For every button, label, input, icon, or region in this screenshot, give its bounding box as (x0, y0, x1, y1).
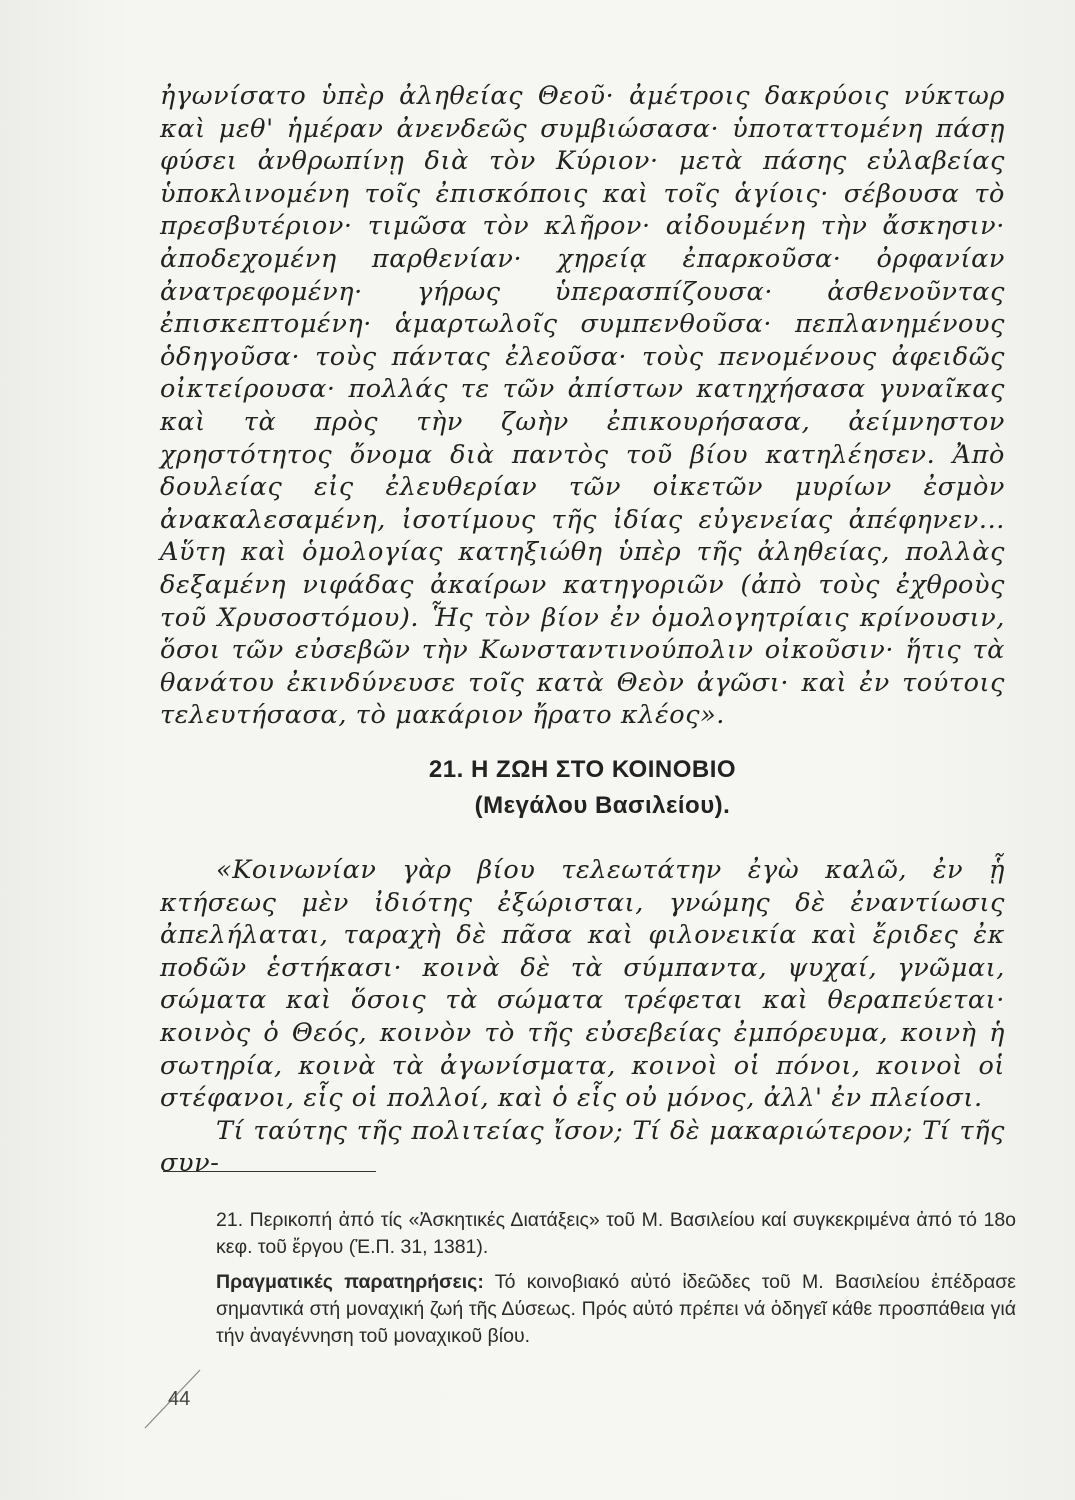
remarks-label: Πραγματικές παρατηρήσεις: (216, 1271, 484, 1293)
section-heading (160, 752, 1005, 824)
passage-top-text: ἠγωνίσατο ὑπὲρ ἀληθείας Θεοῦ· ἀμέτροις δακρύοις νύκτωρ καὶ μεθ' ἡμέραν ἀνενδεῶς συμβιώσασα· ὑποταττομένη πάσῃ φύσει ἀνθρωπίνῃ διὰ τὸν Κύριον· μετὰ πάσης εὐλαβείας ὑποκλινομένη τοῖς ἐπισκόποις καὶ τοῖς ἁγίοις· σέβουσα τὸ πρεσβυτέριον· τιμῶσα τὸν κλῆρον· αἰδουμένη τὴν ἄσκησιν· ἀποδεχομένη παρθενίαν· χηρείᾳ ἐπαρκοῦσα· ὀρφανίαν ἀνατρεφομένη· γήρως ὑπερασπίζουσα· ἀσθενοῦντας ἐπισκεπτομένη· ἁμαρτωλοῖς συμπενθοῦσα· πεπλανημένους ὁδηγοῦσα· τοὺς πάντας ἐλεοῦσα· τοὺς πενομένους ἀφειδῶς οἰκτείρουσα· πολλάς τε τῶν ἀπίστων κατηχήσασα γυναῖκας καὶ τὰ πρὸς τὴν ζωὴν ἐπικουρήσασα, ἀείμνηστον χρηστότητος ὄνομα διὰ παντὸς τοῦ βίου κατηλέησεν. Ἀπὸ δουλείας εἰς ἐλευθερίαν τῶν οἰκετῶν μυρίων ἐσμὸν ἀνακαλεσαμένη, ἰσοτίμους τῆς ἰδίας εὐγενείας ἀπέφηνεν... Αὕτη καὶ ὁμολογίας κατηξιώθη ὑπὲρ τῆς ἀληθείας, πολλὰς δεξαμένη νιφάδας ἀκαίρων κατηγοριῶν (ἀπὸ τοὺς ἐχθροὺς τοῦ Χρυσοστόμου). Ἧς τὸν βίον ἐν ὁμολογητρίαις κρίνουσιν, ὅσοι τῶν εὐσεβῶν τὴν Κωνσταντινούπολιν οἰκοῦσιν· ἥτις τὰ θανάτου ἐκινδύνευσε τοῖς κατὰ Θεὸν ἀγῶσι· καὶ ἐν τούτοις τελευτήσασα, τὸ μακάριον ἤρατο κλέος». (160, 81, 1005, 731)
footnote-divider (163, 1171, 376, 1172)
section-subtitle: (Μεγάλου Βασιλείου). (474, 792, 731, 819)
page-number: 44 (168, 1388, 191, 1410)
section-title: 21. Η ΖΩΗ ΣΤΟ ΚΟΙΝΟΒΙΟ (428, 756, 737, 783)
footnotes (216, 1207, 1016, 1358)
footnote-text: Περικοπή ἀπό τίς «Ἀσκητικές Διατάξεις» τοῦ Μ. Βασιλείου καί συγκεκριμένα ἀπό τό 18ο κεφ. τοῦ ἔργου (Ἐ.Π. 31, 1381). (216, 1209, 1017, 1258)
footnote-21 (216, 1207, 1016, 1261)
footnote-number: 21. (216, 1209, 244, 1231)
passage-section-continuation: Τί ταύτης τῆς πολιτείας ἴσον; Τί δὲ μακαριώτερον; Τί τῆς συν- (160, 1115, 1005, 1179)
passage-section (160, 854, 1005, 1180)
remarks (216, 1269, 1016, 1350)
passage-section-text: «Κοινωνίαν γὰρ βίου τελεωτάτην ἐγὼ καλῶ, ἐν ᾗ κτήσεως μὲν ἰδιότης ἐξώρισται, γνώμης δὲ ἐναντίωσις ἀπελήλαται, ταραχὴ δὲ πᾶσα καὶ φιλονεικία καὶ ἔριδες ἐκ ποδῶν ἑστήκασι· κοινὰ δὲ τὰ σύμπαντα, ψυχαί, γνῶμαι, σώματα καὶ ὅσοις τὰ σώματα τρέφεται καὶ θεραπεύεται· κοινὸς ὁ Θεός, κοινὸν τὸ τῆς εὐσεβείας ἐμπόρευμα, κοινὴ ἡ σωτηρία, κοινὰ τὰ ἀγωνίσματα, κοινοὶ οἱ πόνοι, κοινοὶ οἱ στέφανοι, εἷς οἱ πολλοί, καὶ ὁ εἷς οὐ μόνος, ἀλλ' ἐν πλείοσι. (160, 855, 1005, 1114)
passage-top (160, 80, 1005, 732)
remarks-text: Τό κοινοβιακό αὐτό ἰδεῶδες τοῦ Μ. Βασιλείου ἐπέδρασε σημαντικά στή μοναχική ζωή τῆς Δύσεως. Πρός αὐτό πρέπει νά ὁδηγεῖ κάθε προσπάθεια γιά τήν ἀναγέννηση τοῦ μοναχικοῦ βίου. (216, 1271, 1016, 1347)
